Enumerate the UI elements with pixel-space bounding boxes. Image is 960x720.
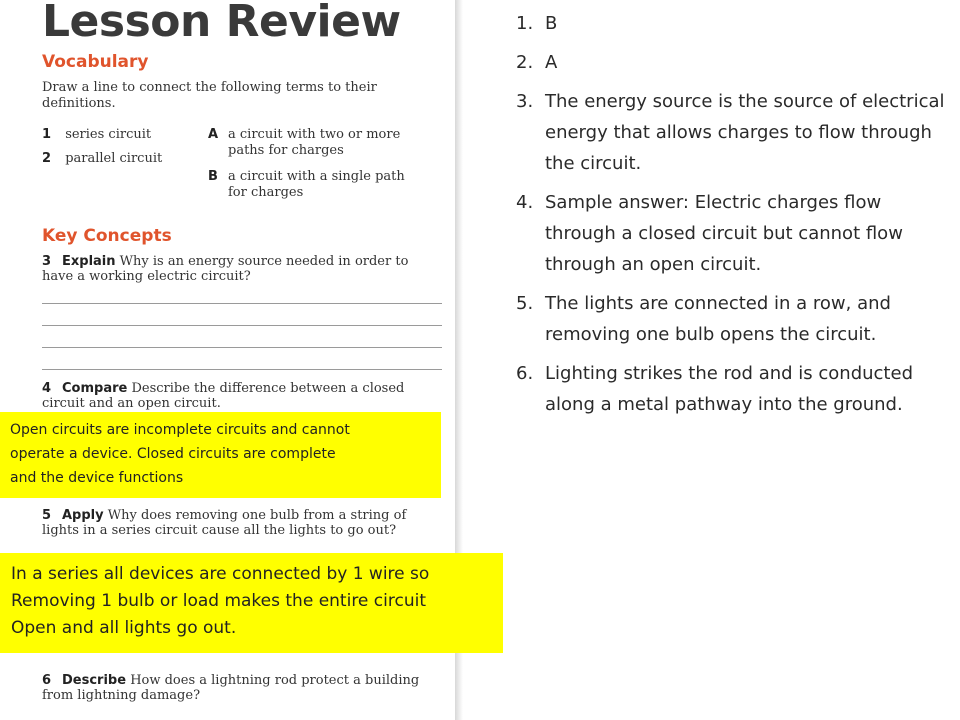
key-concepts-heading: Key Concepts bbox=[42, 226, 172, 246]
question-verb: Explain bbox=[62, 254, 116, 269]
answer-number: 4. bbox=[516, 192, 534, 213]
answer-text: Lighting strikes the rod and is conducted along a metal pathway into the ground. bbox=[545, 363, 913, 415]
answer-text: Sample answer: Electric charges flow through a closed circuit but cannot flow through an open circuit. bbox=[545, 192, 903, 275]
question-number: 4 bbox=[42, 381, 52, 396]
answer-key bbox=[516, 8, 956, 428]
term-number: 2 bbox=[42, 151, 52, 166]
term-label: parallel circuit bbox=[65, 151, 163, 166]
note-line: and the device functions bbox=[10, 470, 184, 486]
answer-text: The lights are connected in a row, and removing one bulb opens the circuit. bbox=[545, 293, 891, 345]
question-text: Why is an energy source needed in order to have a working electric circuit? bbox=[42, 254, 409, 284]
term-number: 1 bbox=[42, 127, 52, 142]
answer-item-3 bbox=[516, 86, 956, 179]
question-number: 3 bbox=[42, 254, 52, 269]
question-5 bbox=[42, 508, 437, 538]
note-line: In a series all devices are connected by 1 wire so bbox=[11, 564, 430, 584]
answer-line bbox=[42, 347, 442, 348]
question-6 bbox=[42, 673, 437, 703]
apply-answer-note bbox=[0, 553, 503, 653]
definition-letter: B bbox=[208, 169, 218, 184]
note-line: Open circuits are incomplete circuits and cannot bbox=[10, 422, 350, 438]
question-text: How does a lightning rod protect a building from lightning damage? bbox=[42, 673, 420, 703]
answer-line bbox=[42, 369, 442, 370]
answer-number: 3. bbox=[516, 91, 534, 112]
vocab-term-2 bbox=[42, 151, 162, 167]
note-line: operate a device. Closed circuits are complete bbox=[10, 446, 336, 462]
term-label: series circuit bbox=[65, 127, 152, 142]
definition-text: a circuit with two or more paths for charges bbox=[228, 127, 401, 158]
answer-number: 6. bbox=[516, 363, 534, 384]
note-line: Removing 1 bulb or load makes the entire circuit bbox=[11, 591, 426, 611]
question-text: Describe the difference between a closed circuit and an open circuit. bbox=[42, 381, 405, 411]
question-3 bbox=[42, 254, 437, 284]
answer-line bbox=[42, 325, 442, 326]
answer-number: 2. bbox=[516, 52, 534, 73]
answer-item-6 bbox=[516, 358, 956, 420]
vocabulary-heading: Vocabulary bbox=[42, 52, 149, 72]
answer-text: A bbox=[545, 52, 558, 73]
compare-answer-note bbox=[0, 412, 441, 498]
question-number: 6 bbox=[42, 673, 52, 688]
question-verb: Apply bbox=[62, 508, 104, 523]
question-verb: Compare bbox=[62, 381, 128, 396]
answer-number: 1. bbox=[516, 13, 534, 34]
note-line: Open and all lights go out. bbox=[11, 618, 237, 638]
vocab-definition-b bbox=[208, 169, 418, 201]
answer-item-1 bbox=[516, 8, 956, 39]
answer-text: B bbox=[545, 13, 558, 34]
answer-number: 5. bbox=[516, 293, 534, 314]
vocab-definition-a bbox=[208, 127, 418, 159]
question-number: 5 bbox=[42, 508, 52, 523]
vocabulary-instructions: Draw a line to connect the following terms to their definitions. bbox=[42, 80, 377, 111]
page-title: Lesson Review bbox=[42, 0, 401, 47]
vocab-term-1 bbox=[42, 127, 151, 143]
answer-item-4 bbox=[516, 187, 956, 280]
answer-line bbox=[42, 303, 442, 304]
definition-text: a circuit with a single path for charges bbox=[228, 169, 405, 200]
answer-item-5 bbox=[516, 288, 956, 350]
question-verb: Describe bbox=[62, 673, 127, 688]
definition-letter: A bbox=[208, 127, 219, 142]
answer-text: The energy source is the source of electrical energy that allows charges to flow through the circuit. bbox=[545, 91, 945, 174]
question-4 bbox=[42, 381, 437, 411]
answer-item-2 bbox=[516, 47, 956, 78]
question-text: Why does removing one bulb from a string of lights in a series circuit cause all the lights to go out? bbox=[42, 508, 407, 538]
